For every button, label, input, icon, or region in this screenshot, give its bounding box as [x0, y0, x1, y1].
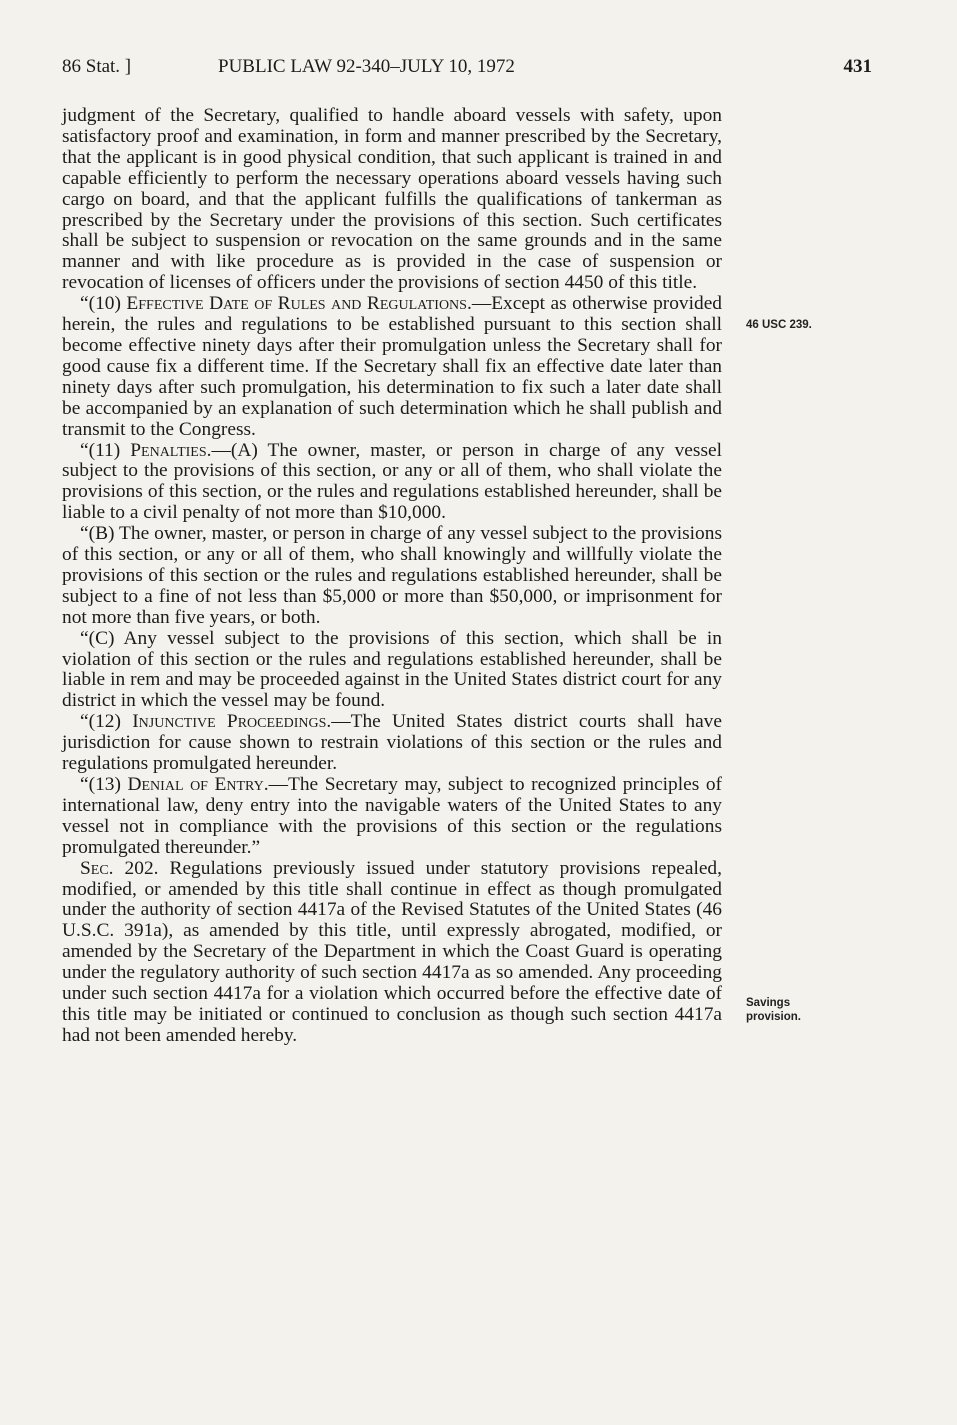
paragraph-text: —(A) The owner, master, or person in charge of any vessel subject to the provisions of this section, or any or all of them, who shall violate the provisions of this section, or the rules and regulations established hereunder, shall be liable to a civil penalty of not more than $10,000.	[62, 439, 722, 524]
paragraph-text: —The United States district courts shall have jurisdiction for cause shown to restrain violations of this section or the rules and regulations promulgated hereunder.	[62, 711, 722, 775]
paragraph-penalties-c: “(C) Any vessel subject to the provisions of this section, which shall be in violation of this section or the rules and regulations established hereunder, shall be liable in rem and may be proceeded against in the United States district court for any district in which the vessel may be found.	[62, 627, 722, 712]
paragraph-denial-of-entry	[62, 775, 722, 859]
item-number: “(13)	[80, 774, 121, 795]
section-heading: Effective Date of Rules and Regulations.	[126, 293, 472, 315]
section-heading: Injunctive Proceedings.	[132, 711, 332, 733]
margin-note-usc: 46 USC 239.	[746, 319, 812, 331]
page-header	[62, 56, 872, 82]
page-number: 431	[843, 56, 872, 77]
section-heading: Penalties.	[130, 439, 212, 461]
law-title: PUBLIC LAW 92-340–JULY 10, 1972	[218, 56, 515, 77]
paragraph-effective-date	[62, 294, 722, 440]
paragraph-text: Regulations previously issued under statutory provisions repealed, modified, or amended by this title shall continue in effect as though promulgated under the authority of section 4417a of the Revised Statutes of the United States (46 U.S.C. 391a), as amended by this title, until expressly abrogated, modified, or amended by the Secretary of the Department in which the Coast Guard is operating under the regulatory authority of such section 4417a as so amended. Any proceeding under such section 4417a for a violation which occurred before the effective date of this title may be initiated or continued to conclusion as though such section 4417a had not been amended hereby.	[62, 857, 722, 1046]
paragraph-continuation: judgment of the Secretary, qualified to handle aboard vessels with safety, upon satisfactory proof and examination, in form and manner prescribed by the Secretary, that the applicant is in good physical condition, that such applicant is trained in and capable efficiently to perform the necessary operations aboard vessels having such cargo on board, and that the applicant fulfills the qualifications of tankerman as prescribed by the Secretary under the provisions of this section. Such certificates shall be subject to suspension or revocation on the same grounds and in the same manner and with like procedure as is provided in the case of suspension or revocation of licenses of officers under the provisions of section 4450 of this title.	[62, 105, 722, 294]
paragraph-text: —Except as otherwise provided herein, the rules and regulations to be established pursuant to this section shall become effective ninety days after their promulgation unless the Secretary shall for good cause fix a different time. If the Secretary shall fix an effective date later than ninety days after such promulgation, his determination to fix such a later date shall be accompanied by an explanation of such determination which he shall publish and transmit to the Congress.	[62, 293, 722, 440]
paragraph-section-202	[62, 859, 722, 1047]
paragraph-penalties	[62, 441, 722, 525]
paragraph-injunctive	[62, 712, 722, 775]
paragraph-text: —The Secretary may, subject to recognized principles of international law, deny entry into the navigable waters of the United States to any vessel not in compliance with the provisions of this section or the regulations promulgated thereunder.”	[62, 774, 722, 858]
section-heading: Sec. 202.	[80, 857, 159, 879]
margin-note-savings: Savings provision.	[746, 997, 801, 1023]
item-number: “(12)	[80, 711, 121, 733]
item-number: “(11)	[80, 439, 121, 461]
statute-reference: 86 Stat. ]	[62, 56, 132, 77]
body-text	[62, 106, 722, 1047]
section-heading: Denial of Entry.	[127, 774, 269, 795]
paragraph-penalties-b: “(B) The owner, master, or person in charge of any vessel subject to the provisions of this section, or any or all of them, who shall knowingly and willfully violate the provisions of this section or the rules and regulations established hereunder, shall be subject to a fine of not less than $5,000 or more than $50,000, or imprisonment for not more than five years, or both.	[62, 523, 722, 628]
item-number: “(10)	[80, 293, 121, 315]
